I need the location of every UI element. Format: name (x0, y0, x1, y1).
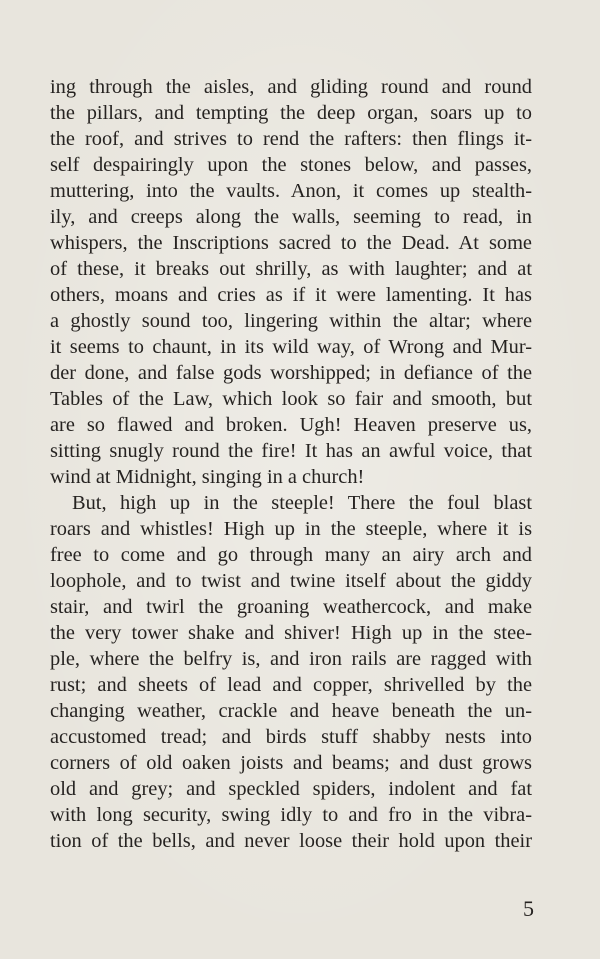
text-line: the roof, and strives to rend the rafters: then flings it- (50, 128, 532, 150)
text-line: wind at Midnight, singing in a church! (50, 466, 365, 488)
text-line: Tables of the Law, which look so fair and smooth, but (50, 388, 532, 410)
text-line: sitting snugly round the fire! It has an awful voice, that (50, 440, 532, 462)
text-line: rust; and sheets of lead and copper, shrivelled by the (50, 674, 532, 696)
text-line: accustomed tread; and birds stuff shabby nests into (50, 726, 532, 748)
text-line: der done, and false gods worshipped; in defiance of the (50, 362, 532, 384)
text-line: But, high up in the steeple! There the foul blast (72, 492, 532, 514)
text-line: changing weather, crackle and heave beneath the un- (50, 700, 532, 722)
text-line: free to come and go through many an airy arch and (50, 544, 532, 566)
text-line: old and grey; and speckled spiders, indolent and fat (50, 778, 532, 800)
text-line: stair, and twirl the groaning weathercock, and make (50, 596, 532, 618)
text-line: others, moans and cries as if it were lamenting. It has (50, 284, 532, 306)
body-text (50, 74, 532, 854)
text-line: loophole, and to twist and twine itself about the giddy (50, 570, 532, 592)
text-line: the pillars, and tempting the deep organ, soars up to (50, 102, 532, 124)
text-line: roars and whistles! High up in the steeple, where it is (50, 518, 532, 540)
text-line: a ghostly sound too, lingering within the altar; where (50, 310, 532, 332)
text-line: ple, where the belfry is, and iron rails are ragged with (50, 648, 532, 670)
text-line: with long security, swing idly to and fro in the vibra- (50, 804, 532, 826)
text-line: it seems to chaunt, in its wild way, of Wrong and Mur- (50, 336, 532, 358)
text-line: ily, and creeps along the walls, seeming to read, in (50, 206, 532, 228)
text-line: are so flawed and broken. Ugh! Heaven preserve us, (50, 414, 532, 436)
text-line: whispers, the Inscriptions sacred to the Dead. At some (50, 232, 532, 254)
text-line: the very tower shake and shiver! High up in the stee- (50, 622, 532, 644)
page-number: 5 (523, 896, 534, 921)
text-line: of these, it breaks out shrilly, as with laughter; and at (50, 258, 532, 280)
text-line: corners of old oaken joists and beams; and dust grows (50, 752, 532, 774)
text-line: muttering, into the vaults. Anon, it comes up stealth- (50, 180, 532, 202)
text-line: tion of the bells, and never loose their hold upon their (50, 830, 532, 852)
text-line: self despairingly upon the stones below, and passes, (50, 154, 532, 176)
text-line: ing through the aisles, and gliding round and round (50, 76, 532, 98)
